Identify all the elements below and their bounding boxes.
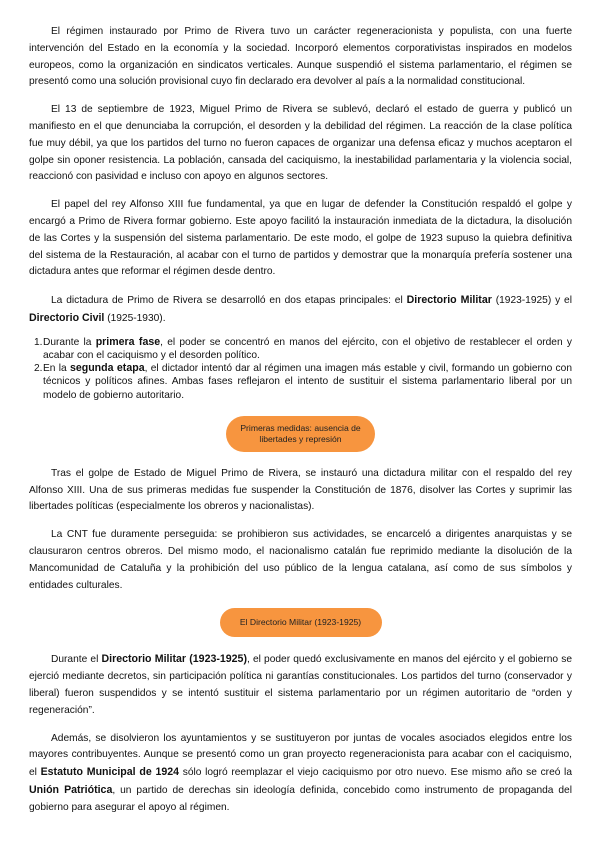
paragraph-directorio-militar: Durante el Directorio Militar (1923-1925), el poder quedó exclusivamente en manos del ejército y el gobierno se ejerció mediante decretos, sin participación política ni garantías constitucionales. Los partidos del turno (conservador y liberal) fueron suspendidos y se intentó sustituir el sistema parlamentario por un régimen autoritario de “orden y regeneración”. <box>29 653 572 716</box>
list-item: 2. En la segunda etapa, el dictador intentó dar al régimen una imagen más estable y civil, formando un gobierno con técnicos y políticos afines. Ambas fases reflejaron el intento de sustituir el sistema parlamentario liberal por un modelo de gobierno autoritario. <box>34 362 572 401</box>
stages-list <box>29 336 572 402</box>
section-heading-directorio-militar: El Directorio Militar (1923-1925) <box>220 608 382 637</box>
list-item: 1. Durante la primera fase, el poder se concentró en manos del ejército, con el objetivo de restablecer el orden y acabar con el caciquismo y el desorden político. <box>34 335 572 361</box>
paragraph-cnt: La CNT fue duramente perseguida: se prohibieron sus actividades, se encarceló a dirigentes anarquistas y se clausuraron centros obreros. Del mismo modo, el nacionalismo catalán fue reprimido mediante la disolución de la Mancomunidad de Cataluña y la prohibición del uso público de la lengua catalana, así como de sus símbolos y entidades culturales. <box>29 529 572 591</box>
bold-estatuto-municipal: Estatuto Municipal de 1924 <box>40 766 180 779</box>
bold-directorio-militar: Directorio Militar <box>406 294 492 307</box>
bold-union-patriotica: Unión Patriótica <box>29 783 113 796</box>
paragraph-stages: La dictadura de Primo de Rivera se desarrolló en dos etapas principales: el Directorio Militar (1923-1925) y el Directorio Civil (1925-1930). <box>29 294 572 324</box>
document-page <box>29 24 572 817</box>
paragraph-intro: El régimen instaurado por Primo de Rivera tuvo un carácter regeneracionista y populista, con una fuerte intervención del Estado en la economía y la sociedad. Incorporó elementos corporativistas inspirados en modelos europeos, como la organización en sindicatos verticales. Aunque suspendió el sistema parlamentario, el régimen se presentó como una solución provisional cuyo fin declarado era devolver al país a la normalidad constitucional. <box>29 26 572 88</box>
paragraph-king-role: El papel del rey Alfonso XIII fue fundamental, ya que en lugar de defender la Constitución respaldó el golpe y encargó a Primo de Rivera formar gobierno. Este apoyo facilitó la instauración inmediata de la dictadura, la disolución de las Cortes y la suspensión del sistema parlamentario. De este modo, el golpe de 1923 supuso la quiebra definitiva del sistema de la Restauración, al acabar con el turno de partidos y demostrar que la monarquía prefería sostener una dictadura antes que reformar el régimen desde dentro. <box>29 199 572 278</box>
bold-directorio-civil: Directorio Civil <box>29 311 105 324</box>
paragraph-first-measures: Tras el golpe de Estado de Miguel Primo de Rivera, se instauró una dictadura militar con el respaldo del rey Alfonso XIII. Una de sus primeras medidas fue suspender la Constitución de 1876, disolver las Cortes y suprimir las libertades políticas (especialmente los obreros y nacionalistas). <box>29 467 572 513</box>
section-heading-primeras-medidas: Primeras medidas: ausencia de libertades y represión <box>226 416 374 452</box>
paragraph-municipal: Además, se disolvieron los ayuntamientos y se sustituyeron por juntas de vocales asociados elegidos entre los mayores contribuyentes. Aunque se presentó como un gran proyecto regeneracionista para acabar con el caciquismo, el Estatuto Municipal de 1924 sólo logró reemplazar el viejo caciquismo por otro nuevo. Ese mismo año se creó la Unión Patriótica, un partido de derechas sin ideología definida, concebido como instrumento de propaganda del gobierno para asegurar el apoyo al régimen. <box>29 732 572 813</box>
paragraph-coup: El 13 de septiembre de 1923, Miguel Primo de Rivera se sublevó, declaró el estado de guerra y publicó un manifiesto en el que denunciaba la corrupción, el desorden y la debilidad del régimen. La reacción de la clase política fue muy débil, ya que los partidos del turno no fueron capaces de organizar una defensa eficaz y muchos aceptaron el golpe sin oponer resistencia. La población, cansada del caciquismo, la inestabilidad parlamentaria y la violencia social, reaccionó con pasividad e incluso con apoyo en algunos sectores. <box>29 104 572 183</box>
